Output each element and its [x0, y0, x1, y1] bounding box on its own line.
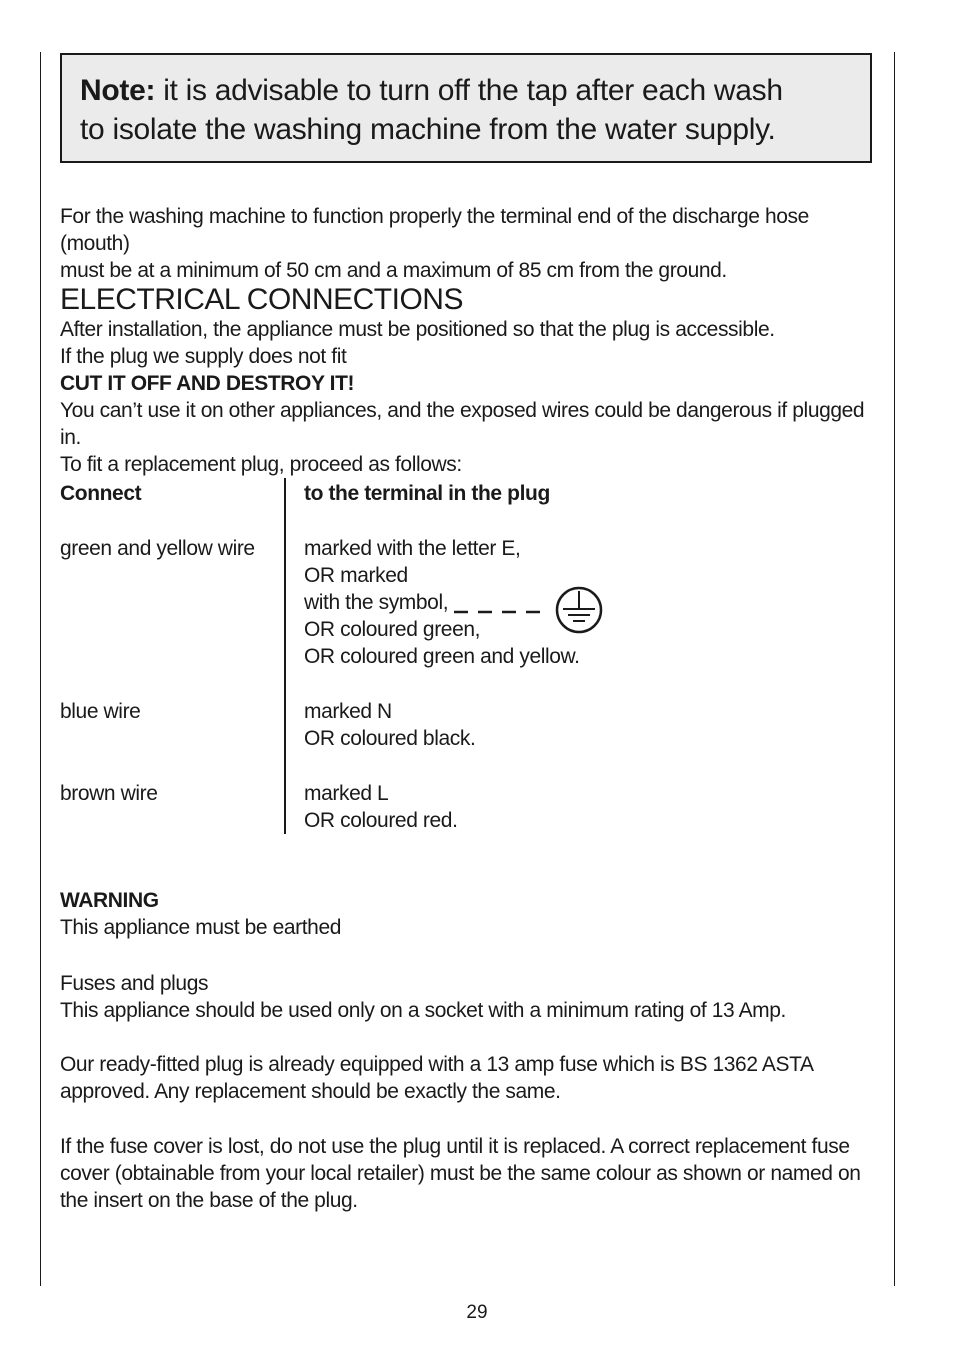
left-margin-rule [40, 52, 41, 1286]
fuse-cover-line-3: the insert on the base of the plug. [60, 1189, 358, 1212]
cut-it-off-warning: CUT IT OFF AND DESTROY IT! [60, 372, 355, 395]
discharge-hose-paragraph [60, 203, 880, 284]
electrical-line-2: If the plug we supply does not fit [60, 345, 347, 368]
note-line-2: to isolate the washing machine from the water supply. [80, 113, 776, 146]
terminal-neutral-line-2: OR coloured black. [304, 727, 476, 750]
right-margin-rule [894, 52, 895, 1286]
warning-title: WARNING [60, 889, 159, 912]
warning-section [60, 887, 880, 941]
terminal-neutral-line-1: marked N [304, 700, 392, 723]
electrical-connections-heading: ELECTRICAL CONNECTIONS [60, 283, 463, 316]
terminal-live-line-2: OR coloured red. [304, 809, 458, 832]
electrical-line-4: To fit a replacement plug, proceed as follows: [60, 453, 462, 476]
intro-line-2: must be at a minimum of 50 cm and a maximum of 85 cm from the ground. [60, 259, 727, 282]
table-divider [284, 478, 286, 834]
terminal-live [304, 780, 458, 834]
electrical-line-1: After installation, the appliance must be positioned so that the plug is accessible. [60, 318, 775, 341]
wire-green-yellow: green and yellow wire [60, 537, 255, 560]
electrical-line-3: You can’t use it on other appliances, and the exposed wires could be dangerous if plugged in. [60, 399, 865, 449]
terminal-neutral [304, 698, 475, 752]
terminal-earth-line-3: with the symbol, [304, 591, 449, 614]
terminal-earth-line-5: OR coloured green and yellow. [304, 645, 580, 668]
note-label: Note: [80, 74, 156, 107]
table-header-connect: Connect [60, 482, 142, 505]
warning-text: This appliance must be earthed [60, 916, 342, 939]
plug-paragraph [60, 1051, 880, 1105]
electrical-intro [60, 316, 880, 478]
wire-blue: blue wire [60, 700, 141, 723]
fuses-section [60, 970, 880, 1024]
terminal-earth-line-1: marked with the letter E, [304, 537, 521, 560]
plug-line-2: approved. Any replacement should be exactly the same. [60, 1080, 561, 1103]
wire-brown: brown wire [60, 782, 158, 805]
earth-ground-icon [450, 585, 610, 635]
note-line-1 [80, 71, 852, 110]
note-box [60, 53, 872, 163]
table-header-terminal: to the terminal in the plug [304, 482, 550, 505]
note-text-1: it is advisable to turn off the tap after each wash [155, 74, 783, 107]
fuse-cover-line-2: cover (obtainable from your local retailer) must be the same colour as shown or named on [60, 1162, 861, 1185]
fuses-text: This appliance should be used only on a socket with a minimum rating of 13 Amp. [60, 999, 786, 1022]
plug-line-1: Our ready-fitted plug is already equipped with a 13 amp fuse which is BS 1362 ASTA [60, 1053, 814, 1076]
page-number: 29 [466, 1302, 488, 1323]
fuses-title: Fuses and plugs [60, 972, 209, 995]
terminal-earth-line-4: OR coloured green, [304, 618, 481, 641]
terminal-earth-line-2: OR marked [304, 564, 408, 587]
terminal-live-line-1: marked L [304, 782, 389, 805]
intro-line-1: For the washing machine to function properly the terminal end of the discharge hose (mouth) [60, 205, 809, 255]
fuse-cover-paragraph [60, 1133, 880, 1214]
fuse-cover-line-1: If the fuse cover is lost, do not use the plug until it is replaced. A correct replacement fuse [60, 1135, 850, 1158]
